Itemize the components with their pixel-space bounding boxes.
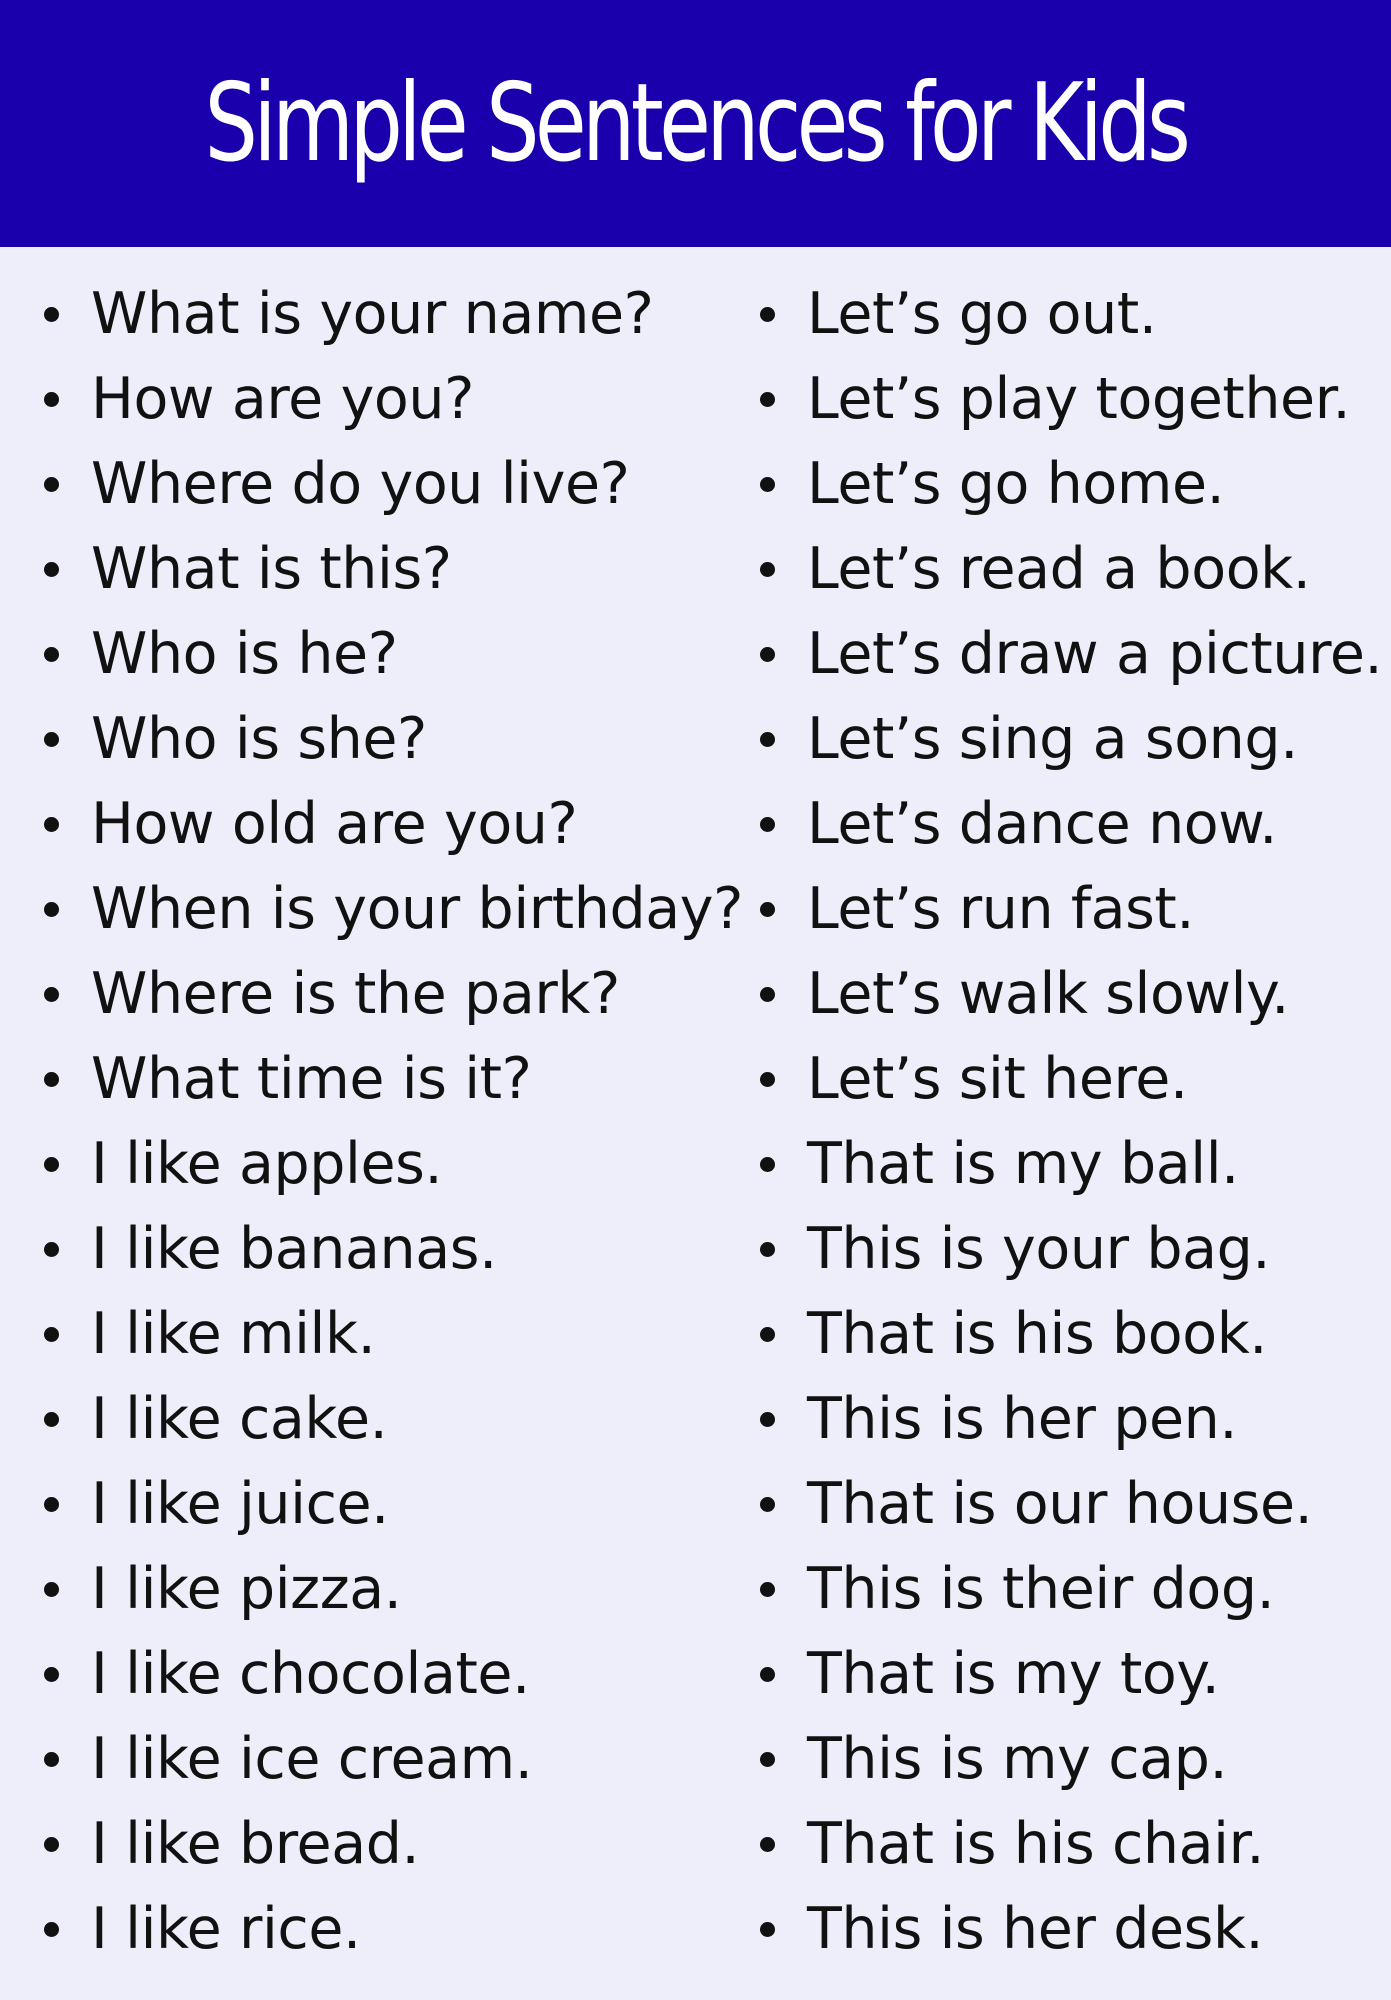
sentence-text: What is your name? — [91, 281, 654, 347]
sentence-item — [758, 272, 1382, 357]
sentence-item — [758, 442, 1382, 527]
sentence-text: This is your bag. — [807, 1216, 1271, 1282]
sentence-item — [42, 867, 743, 952]
sentence-text: When is your birthday? — [91, 876, 743, 942]
bullet-icon — [760, 1837, 775, 1852]
bullet-icon — [760, 1752, 775, 1767]
sentence-text: Let’s sing a song. — [807, 706, 1298, 772]
bullet-icon — [760, 1327, 775, 1342]
sentence-item — [758, 1377, 1382, 1462]
sentence-text: Let’s play together. — [807, 366, 1351, 432]
sentence-text: That is my toy. — [807, 1641, 1220, 1707]
sentence-text: This is her pen. — [807, 1386, 1238, 1452]
sentence-text: That is his book. — [807, 1301, 1268, 1367]
sentence-text: Let’s dance now. — [807, 791, 1277, 857]
sentence-text: How old are you? — [91, 791, 578, 857]
sentence-item — [42, 357, 743, 442]
sentence-text: I like cake. — [91, 1386, 388, 1452]
sentence-item — [758, 697, 1382, 782]
sentence-text: Where do you live? — [91, 451, 630, 517]
sentence-text: Let’s run fast. — [807, 876, 1195, 942]
bullet-icon — [760, 817, 775, 832]
sentence-text: How are you? — [91, 366, 474, 432]
bullet-icon — [44, 732, 59, 747]
sentence-text: That is my ball. — [807, 1131, 1239, 1197]
bullet-icon — [44, 1922, 59, 1937]
sentence-item — [42, 1292, 743, 1377]
sentence-item — [42, 612, 743, 697]
bullet-icon — [760, 987, 775, 1002]
bullet-icon — [760, 477, 775, 492]
bullet-icon — [44, 647, 59, 662]
bullet-icon — [760, 1412, 775, 1427]
sentence-item — [42, 1207, 743, 1292]
sentence-item — [42, 272, 743, 357]
sentence-text: I like pizza. — [91, 1556, 402, 1622]
sentence-text: Let’s walk slowly. — [807, 961, 1290, 1027]
bullet-icon — [760, 1072, 775, 1087]
sentence-item — [758, 612, 1382, 697]
sentence-item — [758, 952, 1382, 1037]
sentence-text: Who is she? — [91, 706, 427, 772]
sentence-item — [758, 1632, 1382, 1717]
bullet-icon — [44, 987, 59, 1002]
sentence-text: Who is he? — [91, 621, 398, 687]
sentence-list-area — [0, 247, 1391, 2000]
sentence-item — [758, 357, 1382, 442]
sentence-text: This is their dog. — [807, 1556, 1275, 1622]
bullet-icon — [44, 902, 59, 917]
sentence-item — [42, 1037, 743, 1122]
bullet-icon — [760, 732, 775, 747]
bullet-icon — [44, 392, 59, 407]
sentence-item — [758, 1207, 1382, 1292]
bullet-icon — [760, 392, 775, 407]
bullet-icon — [760, 1157, 775, 1172]
sentence-text: I like rice. — [91, 1896, 361, 1962]
sentence-item — [42, 1122, 743, 1207]
sentence-item — [758, 1887, 1382, 1972]
bullet-icon — [44, 1752, 59, 1767]
sentence-item — [758, 1462, 1382, 1547]
page-title: Simple Sentences for Kids — [204, 60, 1187, 186]
bullet-icon — [44, 307, 59, 322]
bullet-icon — [760, 1497, 775, 1512]
sentence-item — [758, 1122, 1382, 1207]
sentence-text: I like bananas. — [91, 1216, 497, 1282]
sentence-text: What time is it? — [91, 1046, 532, 1112]
sentence-text: I like bread. — [91, 1811, 420, 1877]
sentence-item — [758, 1547, 1382, 1632]
sentence-text: Let’s go out. — [807, 281, 1157, 347]
sentence-item — [42, 1887, 743, 1972]
left-sentence-column — [42, 272, 743, 1972]
bullet-icon — [44, 1157, 59, 1172]
sentence-item — [42, 1802, 743, 1887]
sentence-item — [758, 1292, 1382, 1377]
sentence-text: Let’s sit here. — [807, 1046, 1188, 1112]
sentence-text: I like juice. — [91, 1471, 389, 1537]
sentence-text: That is his chair. — [807, 1811, 1265, 1877]
bullet-icon — [44, 1072, 59, 1087]
sentence-item — [42, 1462, 743, 1547]
sentence-text: Let’s go home. — [807, 451, 1225, 517]
sentence-item — [42, 527, 743, 612]
bullet-icon — [44, 1497, 59, 1512]
bullet-icon — [44, 1242, 59, 1257]
sentence-text: I like milk. — [91, 1301, 376, 1367]
sentence-text: I like chocolate. — [91, 1641, 530, 1707]
bullet-icon — [760, 1667, 775, 1682]
sentence-item — [758, 1037, 1382, 1122]
bullet-icon — [760, 1242, 775, 1257]
sentence-item — [42, 1717, 743, 1802]
sentence-item — [758, 527, 1382, 612]
bullet-icon — [44, 562, 59, 577]
sentence-text: What is this? — [91, 536, 452, 602]
sentence-text: That is our house. — [807, 1471, 1313, 1537]
bullet-icon — [44, 1412, 59, 1427]
sentence-text: I like ice cream. — [91, 1726, 533, 1792]
sentence-text: Let’s read a book. — [807, 536, 1311, 602]
sentence-item — [758, 782, 1382, 867]
sentence-item — [42, 697, 743, 782]
sentence-text: This is her desk. — [807, 1896, 1264, 1962]
bullet-icon — [760, 307, 775, 322]
bullet-icon — [44, 477, 59, 492]
sentence-text: This is my cap. — [807, 1726, 1228, 1792]
bullet-icon — [44, 1327, 59, 1342]
bullet-icon — [760, 647, 775, 662]
sentence-item — [42, 1547, 743, 1632]
bullet-icon — [760, 1582, 775, 1597]
bullet-icon — [44, 817, 59, 832]
sentence-item — [42, 1632, 743, 1717]
bullet-icon — [760, 902, 775, 917]
sentence-text: Let’s draw a picture. — [807, 621, 1383, 687]
sentence-item — [758, 867, 1382, 952]
right-sentence-column — [758, 272, 1382, 1972]
sentence-text: I like apples. — [91, 1131, 443, 1197]
sentence-item — [42, 952, 743, 1037]
bullet-icon — [44, 1837, 59, 1852]
sentence-item — [42, 1377, 743, 1462]
sentence-text: Where is the park? — [91, 961, 620, 1027]
bullet-icon — [760, 562, 775, 577]
sentence-item — [42, 442, 743, 527]
sentence-item — [758, 1802, 1382, 1887]
bullet-icon — [44, 1667, 59, 1682]
sentence-item — [42, 782, 743, 867]
title-banner — [0, 0, 1391, 247]
sentence-item — [758, 1717, 1382, 1802]
bullet-icon — [760, 1922, 775, 1937]
bullet-icon — [44, 1582, 59, 1597]
